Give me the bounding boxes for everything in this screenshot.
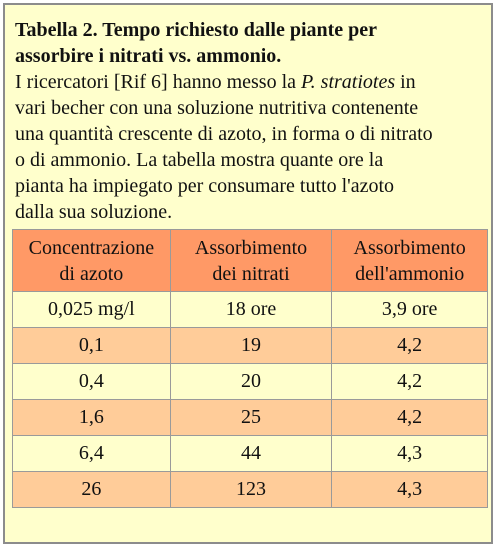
- caption-text: dalla sua soluzione.: [15, 201, 173, 223]
- table-row: [13, 328, 488, 364]
- cell-ammonium: 4,2: [332, 364, 488, 400]
- cell-ammonium: 3,9 ore: [332, 292, 488, 328]
- table-row: [13, 436, 488, 472]
- cell-concentration: 0,025 mg/l: [13, 292, 171, 328]
- header-ammonium-uptake: Assorbimento dell'ammonio: [332, 230, 488, 292]
- cell-concentration: 1,6: [13, 400, 171, 436]
- caption-text: I ricercatori [Rif 6] hanno messo la: [15, 71, 302, 93]
- table-row: [13, 400, 488, 436]
- cell-nitrate: 20: [170, 364, 332, 400]
- table-header-row: [13, 230, 488, 292]
- nitrogen-uptake-table: [12, 229, 488, 508]
- table-row: [13, 364, 488, 400]
- title-line: assorbire i nitrati vs. ammonio.: [15, 45, 282, 67]
- caption-body: [15, 69, 493, 225]
- cell-ammonium: 4,3: [332, 436, 488, 472]
- caption-text: vari becher con una soluzione nutritiva contenente: [15, 97, 419, 119]
- cell-ammonium: 4,2: [332, 328, 488, 364]
- cell-nitrate: 123: [170, 472, 332, 508]
- cell-nitrate: 19: [170, 328, 332, 364]
- caption-text: in: [395, 71, 416, 93]
- cell-nitrate: 18 ore: [170, 292, 332, 328]
- cell-ammonium: 4,3: [332, 472, 488, 508]
- table-row: [13, 472, 488, 508]
- cell-nitrate: 25: [170, 400, 332, 436]
- header-concentration: Concentrazione di azoto: [13, 230, 171, 292]
- cell-nitrate: 44: [170, 436, 332, 472]
- cell-ammonium: 4,2: [332, 400, 488, 436]
- cell-concentration: 26: [13, 472, 171, 508]
- cell-concentration: 6,4: [13, 436, 171, 472]
- cell-concentration: 0,1: [13, 328, 171, 364]
- title-line: Tabella 2. Tempo richiesto dalle piante per: [15, 19, 378, 41]
- caption-text: pianta ha impiegato per consumare tutto l'azoto: [15, 175, 395, 197]
- species-name: P. stratiotes: [301, 71, 396, 93]
- header-nitrate-uptake: Assorbimento dei nitrati: [170, 230, 332, 292]
- table-row: [13, 292, 488, 328]
- table-title: [15, 17, 493, 69]
- cell-concentration: 0,4: [13, 364, 171, 400]
- caption-text: una quantità crescente di azoto, in forma o di nitrato: [15, 123, 433, 145]
- table-caption: [15, 17, 493, 225]
- caption-text: o di ammonio. La tabella mostra quante ore la: [15, 149, 384, 171]
